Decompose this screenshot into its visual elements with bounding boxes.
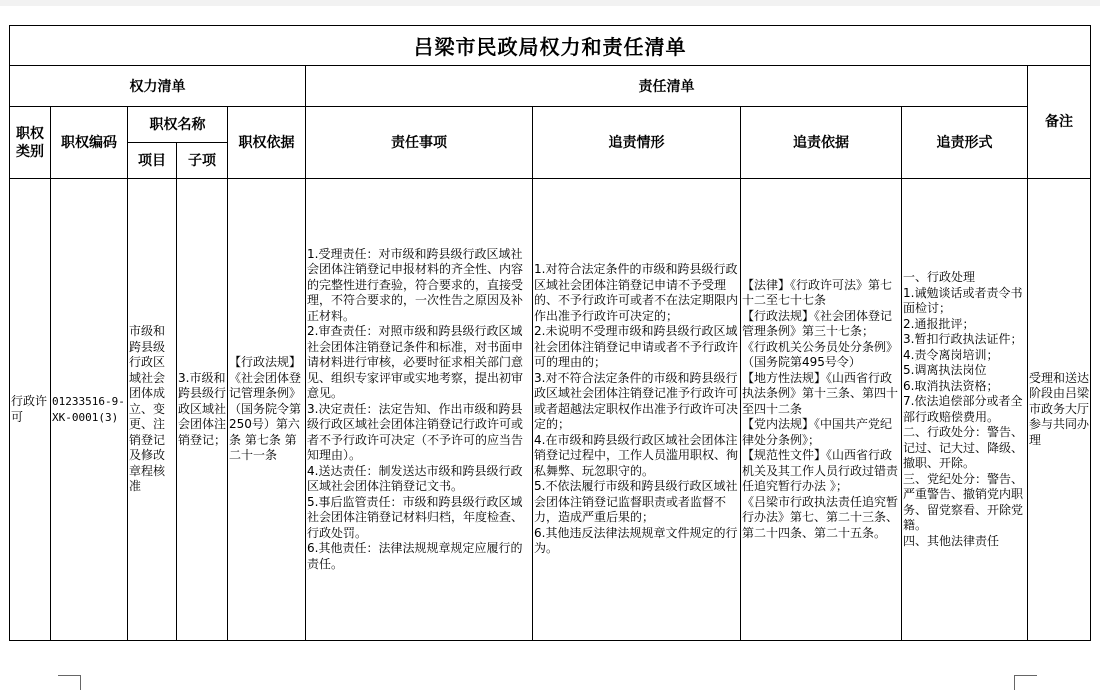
accountability-form-item: 三、党纪处分：警告、严重警告、撤销党内职务、留党察看、开除党籍。	[903, 471, 1024, 532]
power-list-header: 权力清单	[10, 66, 306, 107]
accountability-form-item: 5.调离执法岗位	[903, 363, 987, 377]
item-text: 市级和跨县级行政区域社会团体成立、变更、注销登记及修改章程核准	[129, 324, 166, 494]
remarks-cell	[1028, 179, 1091, 641]
basis-cell	[228, 179, 306, 641]
remarks-text: 受理和送达阶段由吕梁市政务大厅参与共同办理	[1029, 370, 1090, 447]
accountability-header: 追责情形	[533, 107, 741, 179]
accountability-form-item: 1.诫勉谈话或者责令书面检讨；	[903, 285, 1023, 315]
code-text: 01233516-9-XK-0001(3)	[52, 394, 125, 424]
duty-item: 3.决定责任：法定告知、作出市级和跨县级行政区域社会团体注销登记行政许可或者不予行政许可决定（不予许可的应当告知理由）。	[307, 401, 524, 463]
category-cell	[10, 179, 51, 641]
remarks-header: 备注	[1028, 66, 1091, 179]
duty-cell	[306, 179, 533, 641]
duty-item: 2.审查责任：对照市级和跨县级行政区域社会团体注销登记条件和标准，对书面申请材料进行审核，必要时征求相关部门意见、组织专家评审或实地考察，提出初审意见。	[307, 324, 524, 401]
name-header: 职权名称	[128, 107, 228, 143]
page-corner-mark-left	[58, 675, 81, 690]
accountability-form-item: 4.责令离岗培训；	[903, 347, 999, 362]
accountability-item: 4.在市级和跨县级行政区域社会团体注销登记过程中，工作人员滥用职权、徇私舞弊、玩忽职守的。	[534, 432, 739, 478]
accountability-basis-item: 【法律】《行政许可法》第七十二至七十七条	[742, 277, 893, 308]
page-corner-mark-right	[1014, 675, 1037, 690]
accountability-basis-item: 【行政法规】《社会团体登记管理条例》第三十七条；	[742, 308, 893, 339]
category-text: 行政许可	[11, 394, 48, 424]
code-cell	[51, 179, 128, 641]
table-title: 吕梁市民政局权力和责任清单	[10, 26, 1091, 66]
accountability-form-item: 2.通报批评；	[903, 316, 975, 331]
accountability-item: 1.对符合法定条件的市级和跨县级行政区域社会团体注销登记申请不予受理的、不予行政许可或者不在法定期限内作出准予行政许可决定的；	[534, 262, 739, 323]
accountability-basis-item: 【规范性文件】《山西省行政机关及其工作人员行政过错责任追究暂行办法 》；	[742, 448, 899, 494]
accountability-cell	[533, 179, 741, 641]
duty-item: 5.事后监管责任：市级和跨县级行政区域社会团体注销登记材料归档，年度检查、行政处罚。	[307, 494, 524, 540]
category-header: 职权类别	[10, 107, 51, 179]
accountability-form-item: 四、其他法律责任	[903, 533, 1000, 548]
subitem-header: 子项	[177, 143, 228, 179]
responsibility-list-header: 责任清单	[306, 66, 1028, 107]
basis-text: 【行政法规】《社会团体登记管理条例》（国务院令第250号）第六条 第七条 第二十一条	[229, 355, 302, 463]
duty-header: 责任事项	[306, 107, 533, 179]
accountability-form-item: 一、行政处理	[903, 270, 976, 284]
duty-item: 4.送达责任：制发送达市级和跨县级行政区域社会团体注销登记文书。	[307, 463, 523, 494]
subitem-text: 3.市级和跨县级行政区域社会团体注销登记；	[178, 370, 227, 447]
top-border	[0, 0, 1100, 6]
accountability-form-item: 二、行政处分：警告、记过、记大过、降级、撤职、开除。	[903, 425, 1024, 470]
accountability-basis-item: 【党内法规】《中国共产党纪律处分条例》；	[742, 417, 893, 447]
power-responsibility-table	[9, 25, 1091, 641]
accountability-item: 3.对不符合法定条件的市级和跨县级行政区域社会团体注销登记准予行政许可或者超越法定职权作出准予行政许可决定的；	[534, 370, 739, 432]
accountability-basis-item: 【地方性法规】《山西省行政执法条例》第十三条、第四十至四十二条	[742, 370, 899, 416]
accountability-form-item: 7.依法追偿部分或者全部行政赔偿费用。	[903, 394, 1023, 424]
accountability-form-item: 3.暂扣行政执法证件；	[903, 332, 1023, 346]
code-header: 职权编码	[51, 107, 128, 179]
accountability-form-item: 6.取消执法资格；	[903, 378, 999, 393]
accountability-item: 6.其他违反法律法规规章文件规定的行为。	[534, 525, 738, 556]
duty-item: 6.其他责任：法律法规规章规定应履行的责任。	[307, 541, 523, 571]
duty-item: 1.受理责任：对市级和跨县级行政区域社会团体注销登记申报材料的齐全性、内容的完整性进行查验，符合要求的，直接受理，不符合要求的，一次性告之原因及补正材料。	[307, 246, 524, 323]
accountability-item: 5.不依法履行市级和跨县级行政区域社会团体注销登记监督职责或者监督不力，造成严重后果的；	[534, 479, 738, 525]
accountability-basis-item: 《行政机关公务员处分条例》（国务院第495号令）	[742, 339, 899, 370]
basis-header: 职权依据	[228, 107, 306, 179]
accountability-form-header: 追责形式	[902, 107, 1028, 179]
accountability-form-cell	[902, 179, 1028, 641]
accountability-basis-cell	[741, 179, 902, 641]
item-cell	[128, 179, 177, 641]
accountability-basis-item: 《吕梁市行政执法责任追究暂行办法》第七、第二十三条、第二十四条、第二十五条。	[742, 494, 899, 540]
accountability-item: 2.未说明不受理市级和跨县级行政区域社会团体注销登记申请或者不予行政许可的理由的；	[534, 324, 739, 370]
subitem-cell	[177, 179, 228, 641]
accountability-basis-header: 追责依据	[741, 107, 902, 179]
item-header: 项目	[128, 143, 177, 179]
